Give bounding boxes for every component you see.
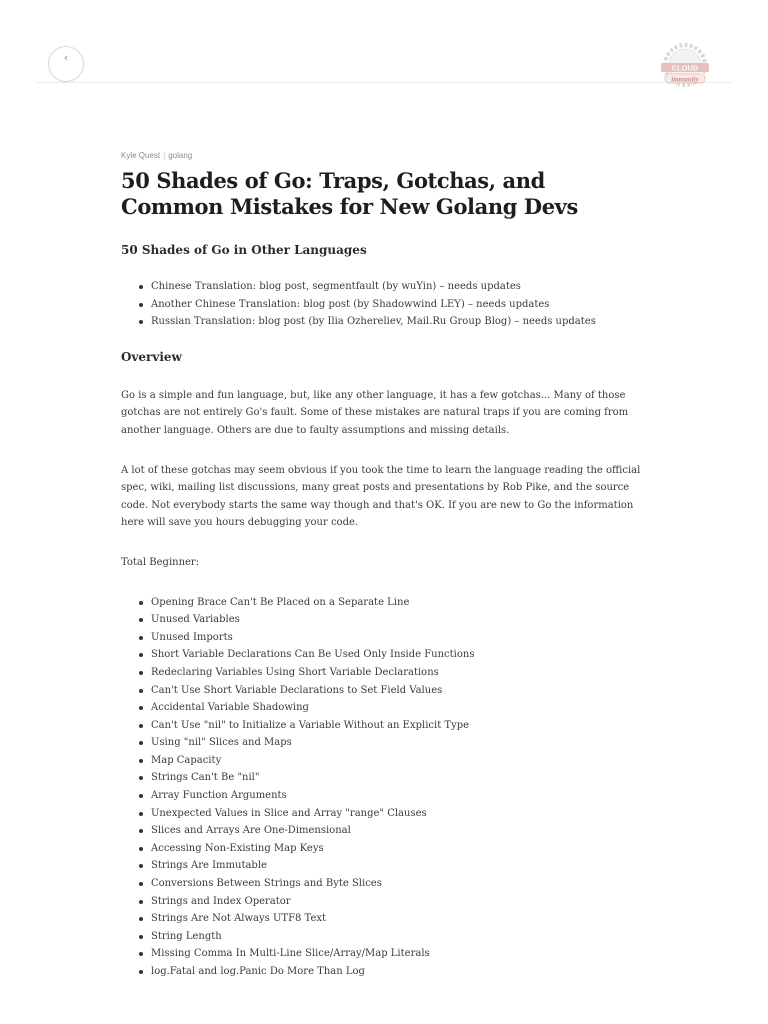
list-item bbox=[151, 278, 647, 296]
list-item bbox=[151, 805, 647, 823]
gotcha-link[interactable]: Accessing Non-Existing Map Keys bbox=[151, 842, 324, 854]
gotcha-link[interactable]: String Length bbox=[151, 930, 222, 942]
logo-wordmark: CLOUD bbox=[671, 63, 699, 73]
gotcha-link[interactable]: Array Function Arguments bbox=[151, 790, 287, 802]
list-item bbox=[151, 734, 647, 752]
chevron-left-icon: ‹ bbox=[63, 51, 69, 64]
author-link[interactable]: Kyle Quest bbox=[121, 151, 161, 160]
gotcha-link[interactable]: Opening Brace Can't Be Placed on a Separate Line bbox=[151, 596, 410, 608]
logo-subtext: immunity bbox=[671, 75, 699, 84]
gotcha-link[interactable]: Strings and Index Operator bbox=[151, 895, 291, 907]
list-item bbox=[151, 629, 647, 647]
list-item bbox=[151, 857, 647, 875]
translation-link[interactable]: Chinese Translation: blog post, segmentfault (by wuYin) – needs updates bbox=[151, 281, 521, 292]
overview-paragraph-1: Go is a simple and fun language, but, like any other language, it has a few gotchas... Many of those gotchas are not entirely Go's fault. Some of these mistakes are natural traps if you are coming from another language. Others are due to faulty assumptions and missing details. bbox=[121, 389, 629, 436]
gotcha-link[interactable]: Conversions Between Strings and Byte Slices bbox=[151, 878, 382, 890]
list-item bbox=[151, 646, 647, 664]
list-item bbox=[151, 594, 647, 612]
cloud-immunity-logo[interactable] bbox=[658, 43, 712, 91]
list-item bbox=[151, 787, 647, 805]
list-item bbox=[151, 945, 647, 963]
translations-list bbox=[121, 278, 647, 331]
tag-link[interactable]: golang bbox=[168, 151, 193, 160]
gotcha-link[interactable]: Unused Variables bbox=[151, 614, 240, 626]
list-item bbox=[151, 928, 647, 946]
article-content bbox=[121, 150, 647, 981]
article-meta bbox=[121, 150, 647, 162]
list-item bbox=[151, 840, 647, 858]
list-item bbox=[151, 875, 647, 893]
back-button[interactable] bbox=[48, 46, 84, 82]
gotcha-link[interactable]: Unexpected Values in Slice and Array "range" Clauses bbox=[151, 807, 427, 819]
beginner-gotchas-list bbox=[121, 594, 647, 981]
gotcha-link[interactable]: Short Variable Declarations Can Be Used Only Inside Functions bbox=[151, 649, 475, 661]
gotcha-link[interactable]: Strings Can't Be "nil" bbox=[151, 772, 260, 784]
gotcha-link[interactable]: Map Capacity bbox=[151, 754, 222, 766]
list-item bbox=[151, 910, 647, 928]
gotcha-link[interactable]: Slices and Arrays Are One-Dimensional bbox=[151, 825, 351, 837]
gotcha-link[interactable]: Strings Are Immutable bbox=[151, 860, 267, 872]
list-item bbox=[151, 752, 647, 770]
list-item bbox=[151, 893, 647, 911]
article-title: 50 Shades of Go: Traps, Gotchas, and Common Mistakes for New Golang Devs bbox=[121, 168, 578, 219]
list-item bbox=[151, 769, 647, 787]
list-item bbox=[151, 664, 647, 682]
list-item bbox=[151, 699, 647, 717]
gotcha-link[interactable]: Redeclaring Variables Using Short Variable Declarations bbox=[151, 666, 439, 678]
gotcha-link[interactable]: Using "nil" Slices and Maps bbox=[151, 737, 292, 749]
total-beginner-label: Total Beginner: bbox=[121, 556, 200, 568]
other-languages-heading: 50 Shades of Go in Other Languages bbox=[121, 243, 367, 257]
gotcha-link[interactable]: Strings Are Not Always UTF8 Text bbox=[151, 913, 327, 925]
overview-paragraph-2: A lot of these gotchas may seem obvious if you took the time to learn the language reading the official spec, wiki, mailing list discussions, many great posts and presentations by Rob Pike, and the source code. Not everybody starts the same way though and that's OK. If you are new to Go the information here will save you hours debugging your code. bbox=[121, 464, 641, 529]
translation-link[interactable]: Another Chinese Translation: blog post (by Shadowwind LEY) – needs updates bbox=[151, 298, 550, 310]
list-item bbox=[151, 296, 647, 314]
translation-link[interactable]: Russian Translation: blog post (by Ilia Ozhereliev, Mail.Ru Group Blog) – needs updates bbox=[151, 316, 596, 328]
gotcha-link[interactable]: Can't Use "nil" to Initialize a Variable Without an Explicit Type bbox=[151, 719, 470, 731]
list-item bbox=[151, 717, 647, 735]
list-item bbox=[151, 822, 647, 840]
list-item bbox=[151, 682, 647, 700]
meta-separator: | bbox=[163, 151, 166, 160]
gotcha-link[interactable]: Missing Comma In Multi-Line Slice/Array/Map Literals bbox=[151, 948, 430, 960]
list-item bbox=[151, 963, 647, 981]
gotcha-link[interactable]: log.Fatal and log.Panic Do More Than Log bbox=[151, 966, 365, 977]
overview-heading: Overview bbox=[121, 349, 182, 364]
list-item bbox=[151, 313, 647, 331]
top-navigation-bar bbox=[36, 40, 732, 83]
gotcha-link[interactable]: Accidental Variable Shadowing bbox=[151, 702, 309, 714]
gotcha-link[interactable]: Unused Imports bbox=[151, 631, 233, 643]
gotcha-link[interactable]: Can't Use Short Variable Declarations to Set Field Values bbox=[151, 684, 443, 696]
list-item bbox=[151, 611, 647, 629]
